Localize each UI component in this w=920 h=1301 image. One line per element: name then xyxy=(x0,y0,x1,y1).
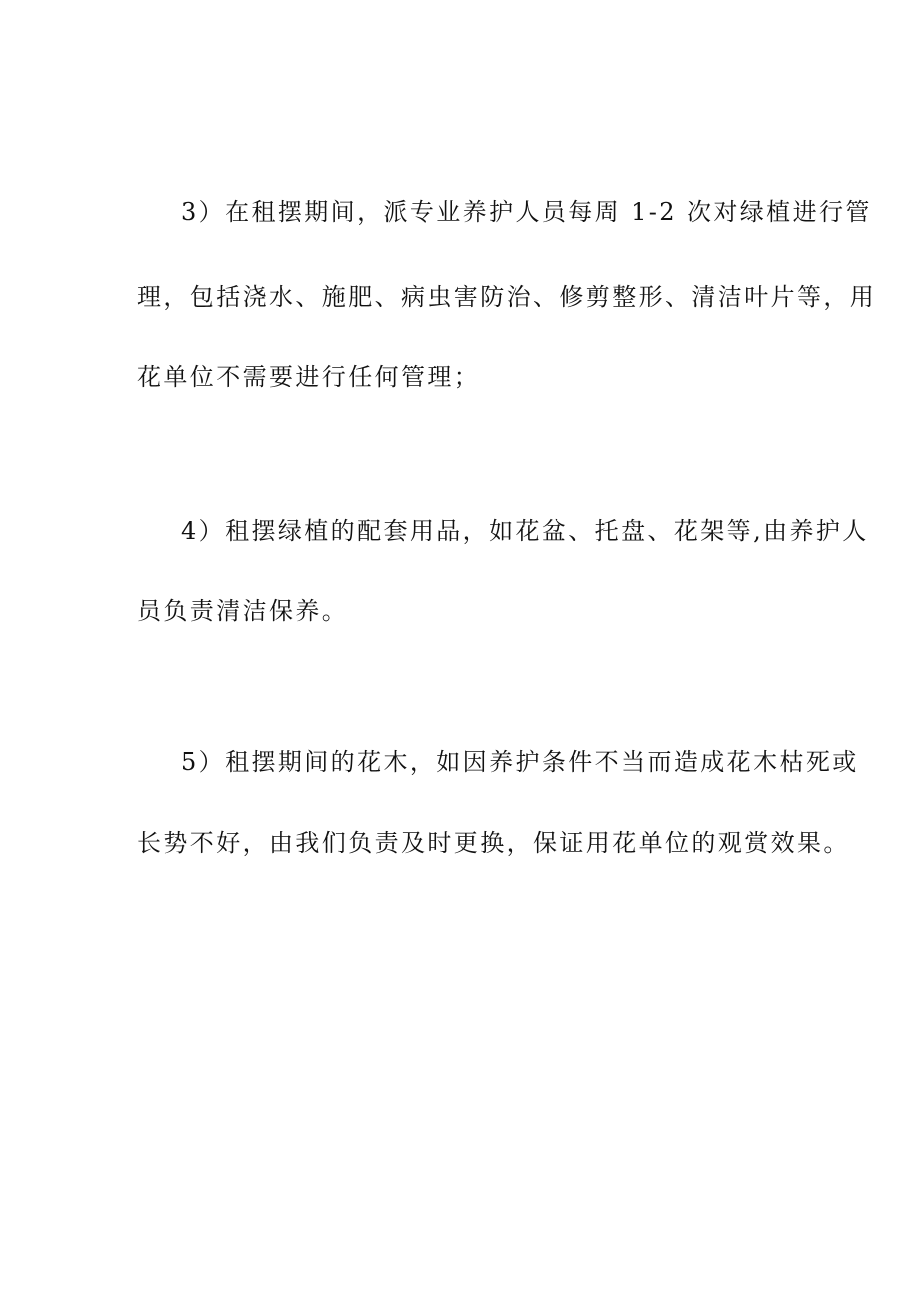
paragraph-line: 理，包括浇水、施肥、病虫害防治、修剪整形、清洁叶片等，用 xyxy=(137,283,877,311)
paragraph-line: 长势不好，由我们负责及时更换，保证用花单位的观赏效果。 xyxy=(137,829,850,857)
paragraph-line: 3）在租摆期间，派专业养护人员每周 1-2 次对绿植进行管 xyxy=(181,198,872,226)
paragraph-line: 员负责清洁保养。 xyxy=(137,597,349,625)
paragraph-line: 5）租摆期间的花木，如因养护条件不当而造成花木枯死或 xyxy=(181,748,859,776)
paragraph-line: 4）租摆绿植的配套用品，如花盆、托盘、花架等,由养护人 xyxy=(181,517,869,545)
paragraph-line: 花单位不需要进行任何管理； xyxy=(137,363,481,391)
